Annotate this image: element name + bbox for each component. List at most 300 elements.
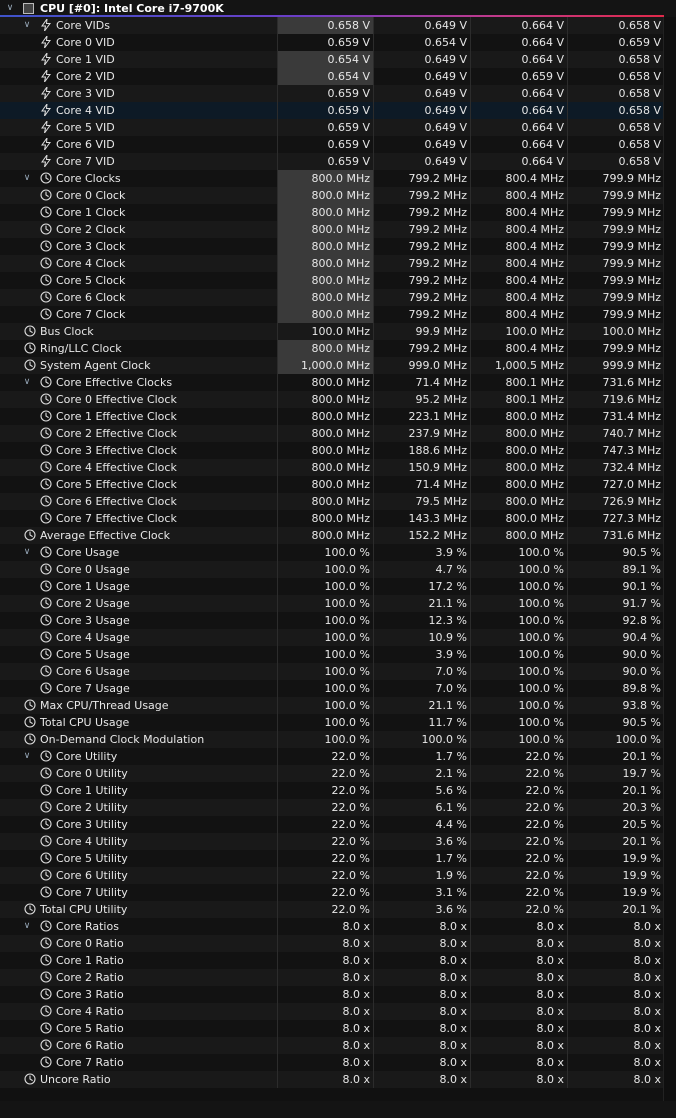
average-value: 92.8 % — [567, 612, 664, 629]
clock-icon — [40, 172, 52, 184]
min-value: 95.2 MHz — [373, 391, 470, 408]
sensor-label-cell — [0, 340, 277, 357]
clock-icon — [40, 274, 52, 286]
max-value: 1,000.5 MHz — [470, 357, 567, 374]
min-value: 1.7 % — [373, 850, 470, 867]
current-value: 100.0 % — [277, 663, 373, 680]
average-value: 91.7 % — [567, 595, 664, 612]
sensor-label-cell — [0, 238, 277, 255]
current-value: 8.0 x — [277, 1003, 373, 1020]
average-value: 90.4 % — [567, 629, 664, 646]
sensor-label: Average Effective Clock — [40, 529, 171, 542]
sensor-row[interactable] — [0, 884, 676, 901]
sensor-row[interactable] — [0, 731, 676, 748]
average-value: 8.0 x — [567, 969, 664, 986]
sensor-row[interactable] — [0, 799, 676, 816]
clock-icon — [24, 342, 36, 354]
min-value: 71.4 MHz — [373, 374, 470, 391]
current-value: 800.0 MHz — [277, 170, 373, 187]
sensor-label-cell — [0, 816, 277, 833]
average-value: 799.9 MHz — [567, 221, 664, 238]
sensor-label: Uncore Ratio — [40, 1073, 111, 1086]
min-value: 3.1 % — [373, 884, 470, 901]
clock-icon — [40, 886, 52, 898]
current-value: 0.654 V — [277, 51, 373, 68]
sensor-row[interactable] — [0, 697, 676, 714]
sensor-label: Core 5 Utility — [56, 852, 128, 865]
min-value: 1.9 % — [373, 867, 470, 884]
voltage-bolt-icon — [40, 36, 52, 48]
sensor-label-cell — [0, 221, 277, 238]
voltage-bolt-icon — [40, 138, 52, 150]
sensor-group-row[interactable] — [0, 374, 676, 391]
sensor-row[interactable] — [0, 289, 676, 306]
average-value: 731.6 MHz — [567, 527, 664, 544]
min-value: 799.2 MHz — [373, 238, 470, 255]
sensor-label: Core Usage — [56, 546, 120, 559]
sensor-label: Total CPU Usage — [40, 716, 130, 729]
sensor-label: Core 3 Ratio — [56, 988, 124, 1001]
next-group-header-partial[interactable] — [0, 1101, 676, 1118]
average-value: 732.4 MHz — [567, 459, 664, 476]
sensor-label-cell — [0, 425, 277, 442]
chevron-down-icon[interactable]: ∨ — [23, 20, 31, 30]
sensor-label: Core 6 VID — [56, 138, 115, 151]
sensor-row[interactable] — [0, 612, 676, 629]
clock-icon — [40, 801, 52, 813]
max-value: 800.4 MHz — [470, 187, 567, 204]
min-value: 5.6 % — [373, 782, 470, 799]
clock-icon — [40, 512, 52, 524]
min-value: 0.649 V — [373, 119, 470, 136]
sensor-group-row[interactable] — [0, 170, 676, 187]
current-value: 800.0 MHz — [277, 510, 373, 527]
clock-icon — [40, 206, 52, 218]
sensor-label-cell — [0, 68, 277, 85]
clock-icon — [40, 750, 52, 762]
sensor-row[interactable] — [0, 136, 676, 153]
min-value: 3.9 % — [373, 646, 470, 663]
current-value: 800.0 MHz — [277, 374, 373, 391]
average-value: 90.5 % — [567, 544, 664, 561]
sensor-label: Core 2 Usage — [56, 597, 130, 610]
average-value: 20.3 % — [567, 799, 664, 816]
current-value: 800.0 MHz — [277, 408, 373, 425]
min-value: 799.2 MHz — [373, 170, 470, 187]
clock-icon — [40, 189, 52, 201]
current-value: 0.659 V — [277, 85, 373, 102]
sensor-row[interactable] — [0, 969, 676, 986]
average-value: 90.5 % — [567, 714, 664, 731]
sensor-row[interactable] — [0, 680, 676, 697]
chevron-down-icon[interactable]: ∨ — [23, 751, 31, 761]
sensor-label-cell — [0, 748, 277, 765]
max-value: 100.0 % — [470, 646, 567, 663]
sensor-row[interactable] — [0, 238, 676, 255]
average-value: 0.658 V — [567, 51, 664, 68]
sensor-label: Core 2 VID — [56, 70, 115, 83]
average-value: 8.0 x — [567, 935, 664, 952]
sensor-label-cell — [0, 782, 277, 799]
sensor-label-cell — [0, 136, 277, 153]
current-value: 22.0 % — [277, 799, 373, 816]
current-value: 800.0 MHz — [277, 306, 373, 323]
current-value: 800.0 MHz — [277, 289, 373, 306]
chevron-down-icon[interactable]: ∨ — [23, 547, 31, 557]
sensor-label-cell — [0, 578, 277, 595]
sensor-label: Core 5 Clock — [56, 274, 126, 287]
sensor-row[interactable] — [0, 204, 676, 221]
current-value: 800.0 MHz — [277, 272, 373, 289]
sensor-label: Core 7 Effective Clock — [56, 512, 177, 525]
chevron-down-icon[interactable]: ∨ — [23, 377, 31, 387]
sensor-label-cell — [0, 272, 277, 289]
max-value: 22.0 % — [470, 816, 567, 833]
sensor-group-row[interactable] — [0, 918, 676, 935]
sensor-row[interactable] — [0, 561, 676, 578]
sensor-label-cell — [0, 102, 277, 119]
min-value: 6.1 % — [373, 799, 470, 816]
average-value: 8.0 x — [567, 986, 664, 1003]
min-value: 99.9 MHz — [373, 323, 470, 340]
cpu-group-header[interactable] — [0, 0, 676, 17]
min-value: 0.649 V — [373, 153, 470, 170]
current-value: 800.0 MHz — [277, 221, 373, 238]
min-value: 152.2 MHz — [373, 527, 470, 544]
sensor-label: On-Demand Clock Modulation — [40, 733, 205, 746]
average-value: 89.1 % — [567, 561, 664, 578]
average-value: 999.9 MHz — [567, 357, 664, 374]
voltage-bolt-icon — [40, 70, 52, 82]
average-value: 89.8 % — [567, 680, 664, 697]
sensor-row[interactable] — [0, 272, 676, 289]
min-value: 8.0 x — [373, 1003, 470, 1020]
sensor-row[interactable] — [0, 51, 676, 68]
clock-icon — [40, 1005, 52, 1017]
sensor-row[interactable] — [0, 493, 676, 510]
min-value: 21.1 % — [373, 595, 470, 612]
average-value: 8.0 x — [567, 1003, 664, 1020]
average-value: 727.3 MHz — [567, 510, 664, 527]
sensor-row[interactable] — [0, 391, 676, 408]
max-value: 100.0 % — [470, 714, 567, 731]
voltage-bolt-icon — [40, 155, 52, 167]
sensor-row[interactable] — [0, 935, 676, 952]
current-value: 800.0 MHz — [277, 476, 373, 493]
sensor-label: Core 6 Ratio — [56, 1039, 124, 1052]
current-value: 0.659 V — [277, 153, 373, 170]
max-value: 22.0 % — [470, 884, 567, 901]
sensor-row[interactable] — [0, 952, 676, 969]
sensor-label-cell — [0, 833, 277, 850]
max-value: 22.0 % — [470, 748, 567, 765]
sensor-group-row[interactable] — [0, 748, 676, 765]
clock-icon — [40, 495, 52, 507]
min-value: 8.0 x — [373, 952, 470, 969]
average-value: 19.9 % — [567, 884, 664, 901]
min-value: 8.0 x — [373, 986, 470, 1003]
sensor-row[interactable] — [0, 153, 676, 170]
current-value: 8.0 x — [277, 986, 373, 1003]
max-value: 100.0 % — [470, 663, 567, 680]
sensor-label-cell — [0, 1020, 277, 1037]
min-value: 21.1 % — [373, 697, 470, 714]
current-value: 0.659 V — [277, 34, 373, 51]
min-value: 799.2 MHz — [373, 340, 470, 357]
average-value: 0.658 V — [567, 68, 664, 85]
current-value: 22.0 % — [277, 884, 373, 901]
sensor-row[interactable] — [0, 442, 676, 459]
sensor-label: Core 5 Ratio — [56, 1022, 124, 1035]
sensor-row[interactable] — [0, 119, 676, 136]
sensor-row[interactable] — [0, 34, 676, 51]
sensor-row[interactable] — [0, 646, 676, 663]
max-value: 22.0 % — [470, 799, 567, 816]
sensor-label: Core 0 Usage — [56, 563, 130, 576]
sensor-label-cell — [0, 867, 277, 884]
sensor-row[interactable] — [0, 765, 676, 782]
sensor-row[interactable] — [0, 527, 676, 544]
clock-icon — [24, 325, 36, 337]
clock-icon — [40, 308, 52, 320]
sensor-row[interactable] — [0, 714, 676, 731]
min-value: 0.649 V — [373, 136, 470, 153]
average-value: 0.658 V — [567, 119, 664, 136]
sensor-row[interactable] — [0, 102, 676, 119]
sensor-label-cell — [0, 408, 277, 425]
sensor-label-cell — [0, 1003, 277, 1020]
average-value: 727.0 MHz — [567, 476, 664, 493]
sensor-label-cell — [0, 85, 277, 102]
sensor-label: Core Ratios — [56, 920, 119, 933]
sensor-row[interactable] — [0, 1037, 676, 1054]
clock-icon — [24, 529, 36, 541]
clock-icon — [40, 291, 52, 303]
sensor-label: Core 7 Utility — [56, 886, 128, 899]
sensor-label-cell — [0, 357, 277, 374]
min-value: 0.649 V — [373, 102, 470, 119]
sensor-label: Max CPU/Thread Usage — [40, 699, 169, 712]
min-value: 3.6 % — [373, 901, 470, 918]
chevron-down-icon[interactable]: ∨ — [23, 921, 31, 931]
sensor-row[interactable] — [0, 425, 676, 442]
average-value: 8.0 x — [567, 1071, 664, 1088]
average-value: 20.1 % — [567, 748, 664, 765]
sensor-label: Core 7 Usage — [56, 682, 130, 695]
sensor-row[interactable] — [0, 459, 676, 476]
max-value: 800.0 MHz — [470, 493, 567, 510]
min-value: 1.7 % — [373, 748, 470, 765]
current-value: 100.0 % — [277, 731, 373, 748]
current-value: 800.0 MHz — [277, 425, 373, 442]
average-value: 0.658 V — [567, 102, 664, 119]
clock-icon — [40, 971, 52, 983]
min-value: 0.649 V — [373, 68, 470, 85]
sensor-label: Core 5 Usage — [56, 648, 130, 661]
min-value: 7.0 % — [373, 680, 470, 697]
sensor-group-row[interactable] — [0, 17, 676, 34]
chevron-down-icon[interactable]: ∨ — [23, 173, 31, 183]
sensor-row[interactable] — [0, 408, 676, 425]
sensor-label: Core 0 Utility — [56, 767, 128, 780]
min-value: 799.2 MHz — [373, 306, 470, 323]
average-value: 799.9 MHz — [567, 289, 664, 306]
sensor-row[interactable] — [0, 476, 676, 493]
sensor-row[interactable] — [0, 833, 676, 850]
current-value: 8.0 x — [277, 1020, 373, 1037]
current-value: 100.0 MHz — [277, 323, 373, 340]
clock-icon — [40, 546, 52, 558]
sensor-label: Core 3 Usage — [56, 614, 130, 627]
min-value: 799.2 MHz — [373, 255, 470, 272]
sensor-row[interactable] — [0, 867, 676, 884]
clock-icon — [40, 410, 52, 422]
clock-icon — [40, 461, 52, 473]
average-value: 19.9 % — [567, 850, 664, 867]
sensor-label: Core 3 Clock — [56, 240, 126, 253]
max-value: 0.664 V — [470, 85, 567, 102]
sensor-row[interactable] — [0, 663, 676, 680]
sensor-label-cell — [0, 442, 277, 459]
sensor-label: Core 4 VID — [56, 104, 115, 117]
average-value: 799.9 MHz — [567, 255, 664, 272]
current-value: 22.0 % — [277, 765, 373, 782]
average-value: 726.9 MHz — [567, 493, 664, 510]
sensor-label: Core 4 Usage — [56, 631, 130, 644]
sensor-label-cell — [0, 527, 277, 544]
sensor-label: Core 5 VID — [56, 121, 115, 134]
min-value: 4.7 % — [373, 561, 470, 578]
sensor-row[interactable] — [0, 85, 676, 102]
min-value: 2.1 % — [373, 765, 470, 782]
current-value: 100.0 % — [277, 544, 373, 561]
max-value: 8.0 x — [470, 1071, 567, 1088]
sensor-row[interactable] — [0, 986, 676, 1003]
max-value: 8.0 x — [470, 918, 567, 935]
sensor-label-cell — [0, 306, 277, 323]
sensor-label-cell — [0, 935, 277, 952]
max-value: 0.664 V — [470, 17, 567, 34]
sensor-label: Total CPU Utility — [40, 903, 128, 916]
max-value: 100.0 % — [470, 680, 567, 697]
sensor-label-cell — [0, 1054, 277, 1071]
max-value: 0.659 V — [470, 68, 567, 85]
average-value: 90.0 % — [567, 663, 664, 680]
sensor-row[interactable] — [0, 578, 676, 595]
sensor-label-cell — [0, 731, 277, 748]
sensor-row[interactable] — [0, 816, 676, 833]
min-value: 799.2 MHz — [373, 221, 470, 238]
average-value: 0.658 V — [567, 153, 664, 170]
sensor-label: Core 1 VID — [56, 53, 115, 66]
voltage-bolt-icon — [40, 19, 52, 31]
max-value: 22.0 % — [470, 867, 567, 884]
sensor-row[interactable] — [0, 1054, 676, 1071]
sensor-row[interactable] — [0, 850, 676, 867]
clock-icon — [24, 359, 36, 371]
min-value: 10.9 % — [373, 629, 470, 646]
max-value: 800.4 MHz — [470, 170, 567, 187]
sensor-label-cell — [0, 17, 277, 34]
sensor-row[interactable] — [0, 901, 676, 918]
min-value: 4.4 % — [373, 816, 470, 833]
clock-icon — [40, 937, 52, 949]
clock-icon — [40, 1022, 52, 1034]
current-value: 22.0 % — [277, 850, 373, 867]
max-value: 100.0 % — [470, 595, 567, 612]
current-value: 22.0 % — [277, 816, 373, 833]
voltage-bolt-icon — [40, 53, 52, 65]
max-value: 800.0 MHz — [470, 425, 567, 442]
sensor-row[interactable] — [0, 1003, 676, 1020]
sensor-row[interactable] — [0, 306, 676, 323]
sensor-label-cell — [0, 595, 277, 612]
max-value: 0.664 V — [470, 153, 567, 170]
group-title: CPU [#0]: Intel Core i7-9700K — [40, 2, 224, 15]
max-value: 800.0 MHz — [470, 510, 567, 527]
sensor-row[interactable] — [0, 782, 676, 799]
average-value: 8.0 x — [567, 1020, 664, 1037]
clock-icon — [40, 682, 52, 694]
sensor-row[interactable] — [0, 68, 676, 85]
sensor-row[interactable] — [0, 323, 676, 340]
max-value: 800.0 MHz — [470, 527, 567, 544]
sensor-label-cell — [0, 374, 277, 391]
sensor-row[interactable] — [0, 595, 676, 612]
average-value: 799.9 MHz — [567, 238, 664, 255]
clock-icon — [24, 733, 36, 745]
min-value: 8.0 x — [373, 1020, 470, 1037]
sensor-row[interactable] — [0, 1020, 676, 1037]
sensor-row[interactable] — [0, 340, 676, 357]
current-value: 22.0 % — [277, 833, 373, 850]
sensor-row[interactable] — [0, 510, 676, 527]
sensor-label-cell — [0, 663, 277, 680]
min-value: 188.6 MHz — [373, 442, 470, 459]
sensor-row[interactable] — [0, 187, 676, 204]
sensor-label-cell — [0, 34, 277, 51]
max-value: 22.0 % — [470, 833, 567, 850]
sensor-label: Core 5 Effective Clock — [56, 478, 177, 491]
sensor-row[interactable] — [0, 221, 676, 238]
sensor-row[interactable] — [0, 357, 676, 374]
average-value: 799.9 MHz — [567, 272, 664, 289]
sensor-label-cell — [0, 153, 277, 170]
vertical-scrollbar[interactable] — [663, 17, 676, 1118]
sensor-group-row[interactable] — [0, 544, 676, 561]
min-value: 237.9 MHz — [373, 425, 470, 442]
chevron-down-icon[interactable]: ∨ — [6, 3, 14, 13]
max-value: 800.1 MHz — [470, 374, 567, 391]
max-value: 0.664 V — [470, 34, 567, 51]
sensor-row[interactable] — [0, 255, 676, 272]
sensor-row[interactable] — [0, 629, 676, 646]
sensor-label-cell — [0, 799, 277, 816]
average-value: 8.0 x — [567, 1054, 664, 1071]
clock-icon — [40, 376, 52, 388]
current-value: 8.0 x — [277, 1054, 373, 1071]
clock-icon — [24, 1073, 36, 1085]
sensor-row[interactable] — [0, 1071, 676, 1088]
sensor-label: Core 0 Clock — [56, 189, 126, 202]
sensor-label: Core Clocks — [56, 172, 121, 185]
sensor-label-cell — [0, 510, 277, 527]
sensor-label-cell — [0, 629, 277, 646]
min-value: 3.6 % — [373, 833, 470, 850]
sensor-label-cell — [0, 204, 277, 221]
current-value: 0.659 V — [277, 136, 373, 153]
clock-icon — [40, 835, 52, 847]
